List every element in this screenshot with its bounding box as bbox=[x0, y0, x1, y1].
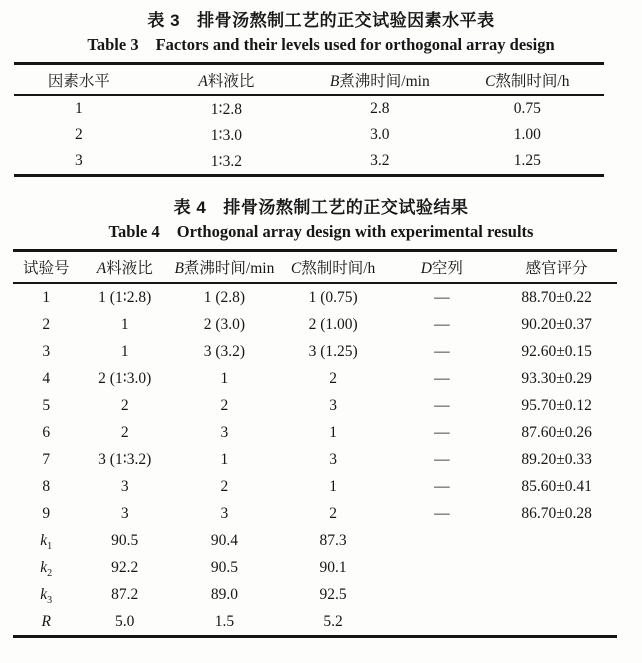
table4-row-label: 2 bbox=[42, 315, 51, 333]
table3-head bbox=[14, 64, 604, 96]
table4-cell: 92.60±0.15 bbox=[521, 342, 592, 360]
table3-cell: 1∶2.8 bbox=[210, 100, 242, 118]
table4-row bbox=[13, 581, 617, 608]
table4-row bbox=[13, 283, 617, 311]
table4-cell: 90.20±0.37 bbox=[521, 315, 592, 333]
table3-tag-zh: 表 3 bbox=[147, 11, 181, 30]
table4-cell: 3 bbox=[120, 504, 129, 522]
table4-cell: 1 (0.75) bbox=[308, 288, 358, 306]
table4-cell: 89.0 bbox=[210, 585, 238, 603]
table4-row-label: 1 bbox=[42, 288, 51, 306]
table4-body bbox=[13, 283, 617, 637]
table4-cell: 2 (3.0) bbox=[203, 315, 246, 333]
table3-caption-en bbox=[0, 33, 642, 57]
table4-row-label: 7 bbox=[42, 450, 51, 468]
table4-cell bbox=[387, 527, 496, 554]
table4-cell: 2 bbox=[329, 504, 337, 522]
table4-row bbox=[13, 473, 617, 500]
table4-row-label: R bbox=[13, 608, 79, 637]
factor-symbol: D bbox=[420, 260, 432, 277]
table4-head bbox=[13, 251, 617, 284]
factor-symbol: A bbox=[198, 72, 208, 90]
table3-row bbox=[14, 122, 604, 148]
table4-row-label: $k_1$ bbox=[40, 531, 53, 552]
table4-cell: 90.5 bbox=[210, 558, 238, 576]
table4-col-header-4: D空列 bbox=[387, 251, 496, 284]
table4-row-label: 6 bbox=[42, 423, 51, 441]
table4-cell: 2 (1.00) bbox=[308, 315, 358, 333]
table4-cell: — bbox=[434, 477, 450, 495]
table4-cell: 5.0 bbox=[79, 608, 170, 637]
table4-cell: 3 (1.25) bbox=[308, 342, 358, 360]
table4-cell: — bbox=[434, 396, 450, 414]
table4-cell: — bbox=[434, 342, 450, 360]
table3-title-zh: 排骨汤熬制工艺的正交试验因素水平表 bbox=[197, 11, 495, 30]
table4-cell: 90.4 bbox=[210, 531, 238, 549]
table4-tag-en: Table 4 bbox=[108, 222, 160, 241]
table4-row bbox=[13, 446, 617, 473]
table4-row bbox=[13, 338, 617, 365]
table4-cell bbox=[496, 554, 617, 581]
table4-cell: 85.60±0.41 bbox=[521, 477, 592, 495]
table4-row-label: $k_2$ bbox=[40, 558, 53, 579]
factor-symbol: C bbox=[290, 260, 302, 277]
table4-row-label: 9 bbox=[42, 504, 51, 522]
table3-cell: 1∶3.2 bbox=[144, 148, 309, 176]
table4-cell: — bbox=[434, 504, 450, 522]
table4-cell: 87.60±0.26 bbox=[521, 423, 592, 441]
table4-section bbox=[0, 196, 642, 638]
table3-section bbox=[0, 9, 642, 177]
table4-cell: 1 bbox=[120, 315, 129, 333]
table4-col-header-3: C熬制时间/h bbox=[279, 251, 388, 284]
table4-row bbox=[13, 419, 617, 446]
table4-cell: 87.3 bbox=[319, 531, 347, 549]
table3-row-label: 3 bbox=[14, 148, 144, 176]
table3 bbox=[14, 62, 604, 177]
table4-cell: 86.70±0.28 bbox=[521, 504, 592, 522]
table4-title-zh: 排骨汤熬制工艺的正交试验结果 bbox=[223, 198, 469, 217]
table4-cell: 90.1 bbox=[319, 558, 347, 576]
table3-title-en: Factors and their levels used for orthogonal array design bbox=[155, 35, 555, 54]
table4-col-header-2: B煮沸时间/min bbox=[170, 251, 279, 284]
table3-col-header-1: A料液比 bbox=[144, 64, 309, 96]
table4-cell: 1 (2.8) bbox=[203, 288, 246, 306]
table3-cell: 3.2 bbox=[309, 148, 451, 176]
table4-header-row bbox=[13, 251, 617, 284]
table4-cell: 1.5 bbox=[170, 608, 279, 637]
table4-cell: 1 (1∶2.8) bbox=[98, 289, 152, 306]
table4-tag-zh: 表 4 bbox=[173, 198, 207, 217]
table4-cell: — bbox=[434, 288, 450, 306]
table4-cell: 2 bbox=[220, 477, 229, 495]
table4-cell: — bbox=[434, 369, 450, 387]
table3-cell: 1.25 bbox=[451, 148, 604, 176]
factor-symbol: C bbox=[485, 72, 496, 90]
table3-tag-en: Table 3 bbox=[87, 35, 139, 54]
table4-col-header-5: 感官评分 bbox=[496, 251, 617, 284]
table3-caption-zh bbox=[0, 9, 642, 33]
table4-cell: 5.2 bbox=[279, 608, 388, 637]
table4-caption-en bbox=[0, 220, 642, 244]
table4-cell: 87.2 bbox=[111, 585, 139, 603]
table4-cell bbox=[387, 581, 496, 608]
table4-col-header-1: A料液比 bbox=[79, 251, 170, 284]
table3-header-row bbox=[14, 64, 604, 96]
table4-caption-zh bbox=[0, 196, 642, 220]
table3-row-label: 2 bbox=[75, 126, 83, 143]
factor-symbol: A bbox=[96, 260, 107, 277]
table4-cell bbox=[496, 581, 617, 608]
table4-cell: 90.5 bbox=[111, 531, 139, 549]
table3-row-label: 1 bbox=[75, 100, 83, 117]
table3-cell: 1.00 bbox=[513, 126, 541, 143]
table4-cell: 1 bbox=[329, 477, 337, 495]
table4-col-header-0: 试验号 bbox=[13, 251, 79, 284]
table4-cell: 95.70±0.12 bbox=[521, 396, 592, 414]
table4-cell: 93.30±0.29 bbox=[521, 369, 592, 387]
table4-row bbox=[13, 365, 617, 392]
factor-symbol: B bbox=[329, 72, 340, 90]
table3-body bbox=[14, 95, 604, 176]
table4-title-en: Orthogonal array design with experimental results bbox=[176, 222, 534, 241]
table3-row bbox=[14, 95, 604, 122]
table4-row-label: $k_3$ bbox=[40, 585, 53, 606]
table4-row-label: 4 bbox=[42, 369, 51, 387]
section-spacer bbox=[0, 177, 642, 196]
table4-cell: 3 bbox=[329, 450, 337, 468]
table3-row bbox=[14, 148, 604, 176]
table4-cell: — bbox=[434, 315, 450, 333]
table4-row bbox=[13, 311, 617, 338]
table4-row bbox=[13, 392, 617, 419]
table4-row bbox=[13, 554, 617, 581]
table4-cell: 2 bbox=[120, 423, 129, 441]
table4-row bbox=[13, 500, 617, 527]
table4-cell bbox=[496, 527, 617, 554]
table4-cell: 1 bbox=[220, 369, 229, 387]
table4-cell: 2 (1∶3.0) bbox=[98, 370, 152, 387]
table4-cell: 2 bbox=[220, 396, 229, 414]
table4-cell: 3 bbox=[120, 477, 129, 495]
table3-cell: 0.75 bbox=[513, 100, 541, 117]
table3-col-header-0: 因素水平 bbox=[14, 64, 144, 96]
table4-cell: 3 bbox=[329, 396, 337, 414]
table3-col-header-2: B煮沸时间/min bbox=[309, 64, 451, 96]
table4-cell bbox=[496, 608, 617, 637]
table4-cell: 92.5 bbox=[319, 585, 347, 603]
table4 bbox=[13, 249, 617, 638]
table4-cell: 3 (1∶3.2) bbox=[98, 451, 152, 468]
table4-cell: 3 bbox=[220, 504, 229, 522]
table4-cell: 2 bbox=[329, 369, 337, 387]
table3-cell: 2.8 bbox=[370, 100, 390, 117]
table4-cell: 1 bbox=[329, 423, 337, 441]
table3-cell: 3.0 bbox=[370, 126, 390, 143]
table4-row bbox=[13, 608, 617, 637]
table4-cell: 1 bbox=[220, 450, 229, 468]
table4-cell: 89.20±0.33 bbox=[521, 450, 592, 468]
table4-row-label: 3 bbox=[42, 342, 51, 360]
table4-cell bbox=[387, 608, 496, 637]
table4-cell: 3 (3.2) bbox=[203, 342, 246, 360]
table4-cell: 2 bbox=[120, 396, 129, 414]
table3-col-header-3: C熬制时间/h bbox=[451, 64, 604, 96]
factor-symbol: B bbox=[174, 260, 184, 277]
table4-cell: 1 bbox=[120, 342, 129, 360]
table4-cell bbox=[387, 554, 496, 581]
table4-cell: 88.70±0.22 bbox=[521, 288, 592, 306]
table3-cell: 1∶3.0 bbox=[210, 126, 242, 144]
table4-cell: — bbox=[434, 423, 450, 441]
table4-row bbox=[13, 527, 617, 554]
table4-cell: 3 bbox=[220, 423, 229, 441]
table4-row-label: 5 bbox=[42, 396, 51, 414]
table4-cell: 92.2 bbox=[111, 558, 139, 576]
table4-row-label: 8 bbox=[42, 477, 51, 495]
table4-cell: — bbox=[434, 450, 450, 468]
